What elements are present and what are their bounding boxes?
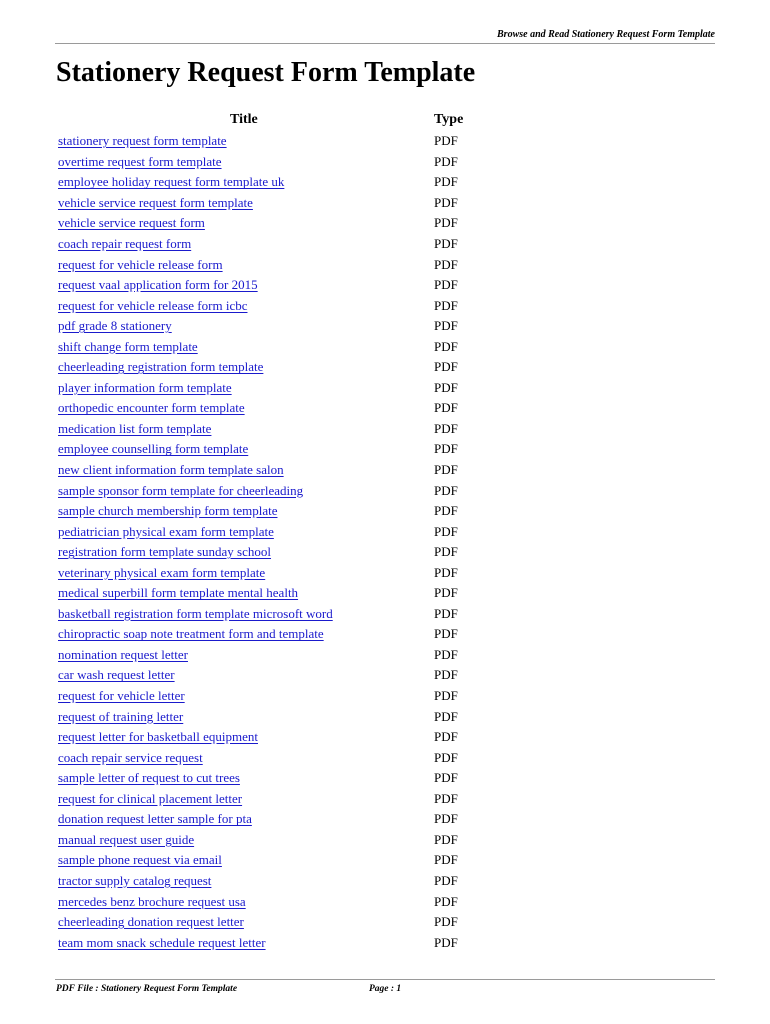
list-item <box>58 583 518 604</box>
document-link[interactable]: sample letter of request to cut trees <box>58 770 240 786</box>
document-type: PDF <box>434 482 458 498</box>
document-link[interactable]: medical superbill form template mental health <box>58 585 299 601</box>
list-item <box>58 336 518 357</box>
header-divider <box>55 43 715 44</box>
document-type: PDF <box>434 523 458 539</box>
document-link[interactable]: team mom snack schedule request letter <box>58 934 266 950</box>
list-item <box>58 789 518 810</box>
document-type: PDF <box>434 811 458 827</box>
list-item <box>58 419 518 440</box>
document-type: PDF <box>434 790 458 806</box>
list-item <box>58 439 518 460</box>
document-type: PDF <box>434 236 458 251</box>
list-item <box>58 378 518 399</box>
document-type: PDF <box>434 215 458 231</box>
list-item <box>58 254 518 275</box>
document-link[interactable]: veterinary physical exam form template <box>58 564 266 580</box>
list-item <box>58 213 518 234</box>
document-link[interactable]: request for vehicle release form <box>58 256 223 272</box>
document-link[interactable]: coach repair service request <box>58 749 203 765</box>
document-type: PDF <box>434 174 458 190</box>
list-item <box>58 768 518 789</box>
list-item <box>58 645 518 666</box>
document-type: PDF <box>434 359 458 375</box>
document-type: PDF <box>434 544 458 560</box>
page-title: Stationery Request Form Template <box>56 57 476 88</box>
document-link[interactable]: car wash request letter <box>58 667 175 683</box>
list-item <box>58 521 518 542</box>
document-type: PDF <box>434 688 458 704</box>
document-type: PDF <box>434 420 458 436</box>
document-link[interactable]: manual request user guide <box>58 831 195 847</box>
list-item <box>58 152 518 173</box>
list-item <box>58 891 518 912</box>
list-item <box>58 850 518 871</box>
list-item <box>58 871 518 892</box>
document-link[interactable]: stationery request form template <box>58 133 227 149</box>
footer-file-label: PDF File : Stationery Request Form Template <box>56 984 238 994</box>
document-link[interactable]: request vaal application form for 2015 <box>58 277 258 293</box>
document-link[interactable]: request of training letter <box>58 708 184 724</box>
list-item <box>58 398 518 419</box>
document-link[interactable]: pediatrician physical exam form template <box>58 523 274 539</box>
footer-divider <box>55 979 715 980</box>
footer-page-label: Page : 1 <box>369 984 402 994</box>
document-type: PDF <box>434 770 458 786</box>
document-type: PDF <box>434 379 458 395</box>
document-link[interactable]: vehicle service request form template <box>58 194 253 210</box>
column-header-type: Type <box>434 112 464 127</box>
list-item <box>58 131 518 152</box>
document-link[interactable]: pdf grade 8 stationery <box>58 318 172 334</box>
list-item <box>58 686 518 707</box>
document-type: PDF <box>434 462 458 478</box>
document-type: PDF <box>434 338 458 354</box>
list-item <box>58 316 518 337</box>
list-item <box>58 624 518 645</box>
list-item <box>58 357 518 378</box>
document-type: PDF <box>434 934 458 950</box>
document-link[interactable]: request for vehicle letter <box>58 688 185 704</box>
document-type: PDF <box>434 564 458 580</box>
document-link[interactable]: employee counselling form template <box>58 441 249 457</box>
list-item <box>58 562 518 583</box>
document-link[interactable]: chiropractic soap note treatment form and template <box>58 626 324 642</box>
column-header-title: Title <box>230 112 258 127</box>
document-link[interactable]: sample sponsor form template for cheerleading <box>58 482 304 498</box>
document-link[interactable]: player information form template <box>58 379 232 395</box>
document-type: PDF <box>434 256 458 272</box>
document-link[interactable]: sample church membership form template <box>58 503 278 519</box>
document-type: PDF <box>434 400 458 416</box>
list-item <box>58 275 518 296</box>
document-link[interactable]: request letter for basketball equipment <box>58 729 258 745</box>
document-type: PDF <box>434 708 458 724</box>
document-type: PDF <box>434 605 458 621</box>
document-link[interactable]: request for clinical placement letter <box>58 790 243 806</box>
list-item <box>58 604 518 625</box>
document-type: PDF <box>434 626 458 642</box>
list-item <box>58 912 518 933</box>
document-link[interactable]: donation request letter sample for pta <box>58 811 252 827</box>
list-item <box>58 809 518 830</box>
list-item <box>58 193 518 214</box>
document-link[interactable]: cheerleading donation request letter <box>58 914 244 930</box>
document-type: PDF <box>434 153 458 169</box>
document-link[interactable]: medication list form template <box>58 420 212 436</box>
document-link[interactable]: new client information form template salon <box>58 462 284 478</box>
document-type: PDF <box>434 441 458 457</box>
list-item <box>58 747 518 768</box>
document-link[interactable]: request for vehicle release form icbc <box>58 297 248 313</box>
document-type: PDF <box>434 893 458 909</box>
document-link[interactable]: nomination request letter <box>58 646 188 662</box>
list-item <box>58 460 518 481</box>
document-link[interactable]: overtime request form template <box>58 153 222 169</box>
document-type: PDF <box>434 133 458 149</box>
list-item <box>58 665 518 686</box>
document-link[interactable]: mercedes benz brochure request usa <box>58 893 246 909</box>
document-link[interactable]: basketball registration form template microsoft word <box>58 605 333 621</box>
document-list <box>58 131 518 953</box>
document-link[interactable]: registration form template sunday school <box>58 544 272 560</box>
list-item <box>58 932 518 953</box>
document-type: PDF <box>434 749 458 765</box>
document-type: PDF <box>434 646 458 662</box>
document-type: PDF <box>434 585 458 601</box>
document-type: PDF <box>434 667 458 683</box>
list-item <box>58 706 518 727</box>
list-item <box>58 830 518 851</box>
document-link[interactable]: tractor supply catalog request <box>58 872 212 888</box>
document-type: PDF <box>434 831 458 847</box>
list-item <box>58 234 518 255</box>
document-link[interactable]: coach repair request form <box>58 236 192 251</box>
list-item <box>58 295 518 316</box>
list-item <box>58 542 518 563</box>
document-type: PDF <box>434 503 458 519</box>
document-link[interactable]: employee holiday request form template uk <box>58 174 285 190</box>
list-item <box>58 727 518 748</box>
running-header: Browse and Read Stationery Request Form Template <box>497 29 715 40</box>
document-link[interactable]: orthopedic encounter form template <box>58 400 245 416</box>
document-type: PDF <box>434 318 458 334</box>
document-type: PDF <box>434 852 458 868</box>
document-type: PDF <box>434 872 458 888</box>
document-type: PDF <box>434 729 458 745</box>
document-type: PDF <box>434 297 458 313</box>
document-link[interactable]: vehicle service request form <box>58 215 205 231</box>
list-item <box>58 480 518 501</box>
document-link[interactable]: shift change form template <box>58 338 198 354</box>
document-link[interactable]: sample phone request via email <box>58 852 222 868</box>
document-type: PDF <box>434 277 458 293</box>
document-type: PDF <box>434 914 458 930</box>
document-link[interactable]: cheerleading registration form template <box>58 359 264 375</box>
list-item <box>58 172 518 193</box>
document-type: PDF <box>434 194 458 210</box>
list-item <box>58 501 518 522</box>
